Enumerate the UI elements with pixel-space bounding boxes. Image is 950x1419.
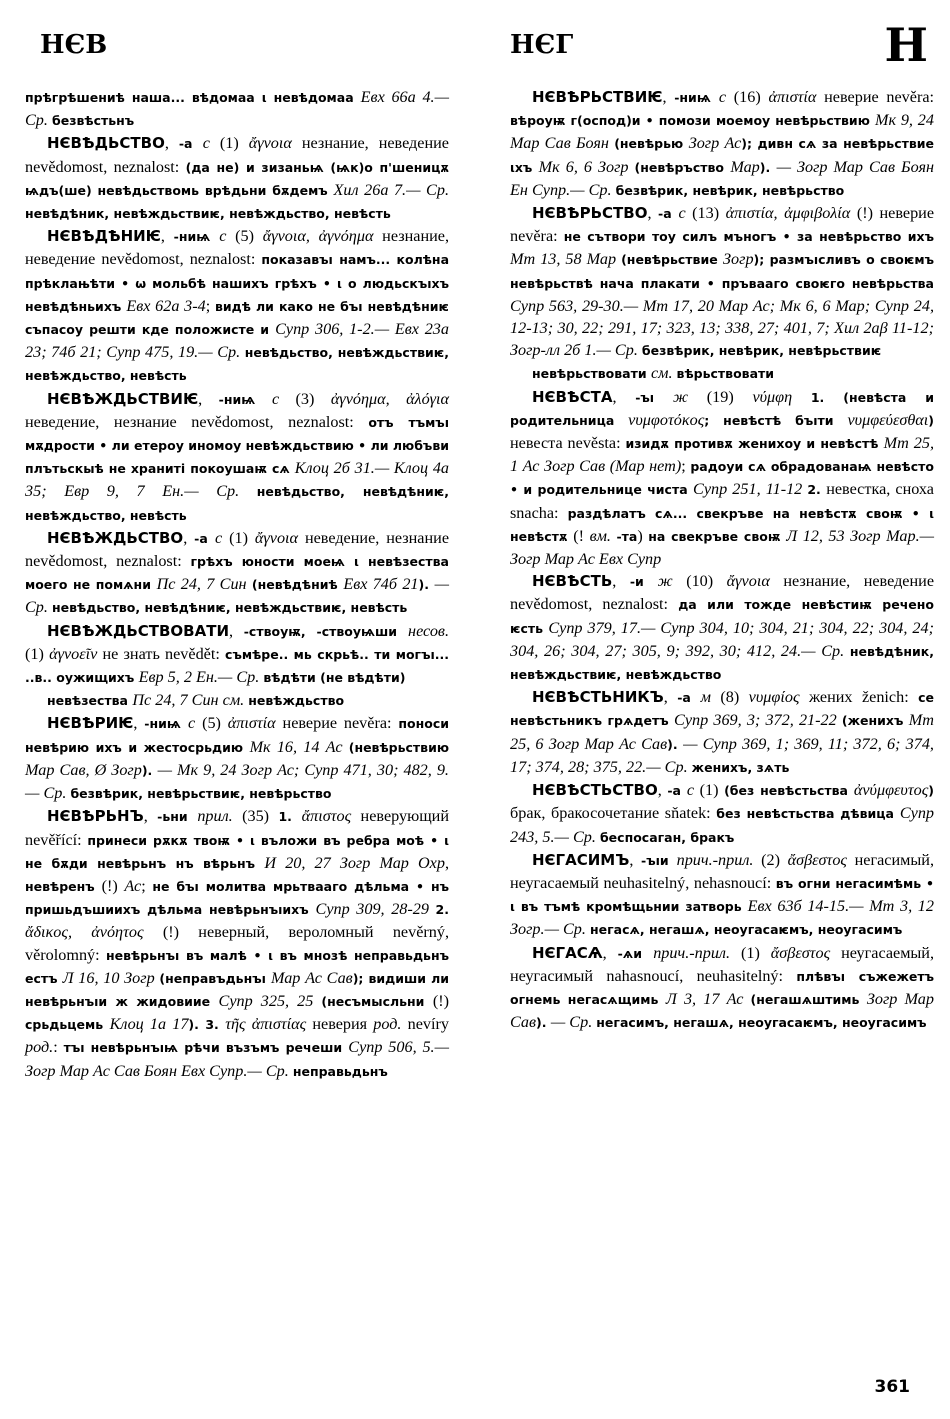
slavonic-text: невѣждьство [248,693,345,709]
slavonic-text: негасѧ, негашѧ, неоугасаѥмъ, неоугасимъ [590,922,903,938]
citation-text: род. [373,1015,408,1034]
slavonic-text: вѣдѣти (не вѣдѣти) [263,670,406,686]
headword: НЄВѢСТА [532,387,613,406]
gloss-text: (5) [202,714,228,733]
citation-text: Ас [124,876,142,895]
citation-text: Супр 379, 17.— Супр 304, 10; 304, 21; 304, 22; 304, 24; 304, 26; 304, 27; 305, 9; 392, 30; 412, 24.— Ср. [510,618,935,660]
headword: НЄГАСИМЪ [532,850,630,869]
slavonic-text: -ьни [157,809,198,825]
dictionary-entry [25,86,449,132]
slavonic-text: -а [677,690,701,706]
citation-text: Л 16, 10 Зогр [62,968,160,987]
headword: НЄВѢЖДЬСТВО [47,528,184,547]
slavonic-text: невѣдѣник, невѣждьствиѥ, невѣждьство, невѣсть [25,206,391,222]
slavonic-text: ). [759,159,777,175]
gloss-text: , [657,781,668,800]
slavonic-text: невѣзества [47,693,133,709]
citation-text: И 20, 27 Зогр Мар Охр [264,853,445,872]
dictionary-entry [510,942,934,1035]
page-number: 361 [874,1377,910,1397]
gloss-text: nevíry [407,1015,449,1034]
slavonic-text: -ъı [635,389,674,405]
slavonic-text: невѣдьство, невѣждьствиѥ, невѣждьство, невѣсть [25,345,449,384]
slavonic-text: -а [667,783,687,799]
citation-text: Л 12, 53 Зогр Мар.— Зогр Мар Ас Евх Супр [510,526,935,569]
citation-text: Супр 309, 28-29 [315,900,436,919]
gloss-text: (2) [761,850,788,869]
gloss-text: , [164,134,179,153]
citation-text: Мар [730,157,760,176]
gloss-text: (1) [25,644,50,663]
dictionary-entry [510,849,934,942]
citation-text: νυμφοτόκος [628,410,705,429]
slavonic-text: ; невѣстѣ бъıти [704,412,848,428]
slavonic-text: 1. (невѣста и родительница [510,389,935,428]
gloss-text: (!) неверный, вероломный nevěrný, věrolomný: [25,923,449,964]
gloss-text: незнание, неведение nevědomost, neznalost: [25,227,450,269]
slavonic-text: видѣ ли како не бъı невѣдѣниѥ съпасоу решти кде положисте и [25,298,449,338]
citation-text: — Супр 369, 1; 369, 11; 372, 6; 374, 17; 374, 28; 375, 22.— Ср. [510,734,934,776]
slavonic-text: беспосаган, бракъ [599,829,735,845]
citation-text: с [271,389,296,408]
slavonic-text: (негашѧштимь [750,991,867,1007]
gloss-text: , [647,204,659,223]
headword: НЄВѢРИѤ [47,714,134,733]
slavonic-text: да или тождe невѣстиѭ речено ѥсть [510,597,934,636]
gloss-text: (1) [229,528,255,547]
citation-text: прил. [197,807,243,826]
citation-text: Евр 5, 2 Ен.— Ср. [138,668,264,687]
citation-text: Пс 24, 7 Син см. [132,691,249,710]
slavonic-text: (невѣдѣниѣ [251,577,344,593]
headword: НЄГАСѦ [532,943,603,962]
citation-text: νύμφη [752,387,811,406]
citation-text: Евх 74б 21 [343,575,419,594]
citation-text: Зогр [723,250,754,269]
slavonic-text: невѣдѣник, невѣждьствиѥ, невѣждьство [510,643,934,683]
slavonic-text: (невѣрьствие [621,252,724,268]
slavonic-text: (невѣрью [614,136,689,152]
citation-text: νυμφεύεσθαι [847,410,929,429]
slavonic-text: 2. [807,482,827,498]
running-head-left: НЄВ [40,30,108,60]
right-column [510,86,934,1034]
citation-text: несов. [408,621,449,640]
slavonic-text: невѣрьнъı въ малѣ • ι въ мнозѣ неправьдьнъ естъ [25,947,449,986]
slavonic-text: се невѣстьникъ грѧдетъ [510,690,935,729]
citation-text: τῆς ἀπιστίας [225,1015,313,1034]
gloss-text: неверия [312,1015,374,1034]
citation-text: ἄγνοια [726,572,784,591]
gloss-text: неверие nevěra: [282,714,399,733]
dictionary-entry [25,132,449,225]
slavonic-text: безвѣрик, невѣрьствиѥ, невѣрьство [70,786,332,802]
citation-text: Зогр Ас [688,134,742,153]
headword: НЄВѢДЬСТВО [47,134,165,153]
headword: НЄВѢЖДЬСТВОВАТИ [47,621,230,640]
slavonic-text: на свекръве своѭ [648,528,787,544]
gloss-text: , [602,943,618,962]
slavonic-text: поноси невѣрию ихъ и жестосрьдию [25,716,450,755]
dictionary-entry [25,388,449,527]
gloss-text: (5) [235,227,263,246]
citation-text: с [188,714,203,733]
citation-text: Супр 306, 1-2.— Евх 23а 23; 74б 21; Супр 475, 19.— Ср. [25,320,449,362]
citation-text: Мар Ас Сав [270,968,353,987]
citation-text: ж [673,387,707,406]
dictionary-entry [25,225,449,387]
gloss-text: , [612,387,636,406]
slavonic-text: женихъ, зѧть [691,759,790,775]
citation-text: Мар Сав, Ø Зогр [25,760,142,779]
gloss-text: (19) [706,387,753,406]
dictionary-entry [510,779,934,849]
slavonic-text: ); [352,970,369,986]
gloss-text: (!) [101,876,125,895]
citation-text: Мк 9, 24 Мар Сав Боян [510,111,934,153]
slavonic-text: безвѣстьнъ [52,113,135,129]
slavonic-text: -ниѩ [674,90,719,105]
citation-text: Л 3, 17 Ас [665,989,751,1008]
slavonic-text: (невѣрьствию [348,739,449,755]
citation-text: ἀνύμφευτος [853,781,929,800]
slavonic-text: раздѣлатъ сѧ... свекръве на невѣстѫ своѭ • ι невѣстѫ [510,505,934,544]
gloss-text: (1) [740,943,771,962]
slavonic-text: вѣроуѭ г(оспод)и • помози моемоу невѣрьствию [510,113,875,129]
section-letter: Н [884,18,928,72]
gloss-text: неведение, незнание nevědomost, neznalost: [25,412,369,431]
gloss-text: неведение, незнание nevědomost, neznalost: [25,528,450,571]
slavonic-text: тъı невѣрьнъıѩ рѣчи възъмъ речеши [63,1040,349,1056]
slavonic-text: ) [928,412,934,428]
slavonic-text: без невѣстьства дѣвица [716,806,900,822]
headword: НЄВѢСТЬНИКЪ [532,688,664,707]
citation-text: м [700,688,721,707]
citation-text: ἄγνοια [248,134,302,153]
slavonic-text: -ъıи [641,852,677,868]
citation-text: Супр 369, 3; 372, 21-22 [674,711,842,730]
citation-text: см. [650,364,677,383]
slavonic-text: 2. [435,902,449,918]
citation-text: вм. [589,526,617,545]
gloss-text: (! [573,526,590,545]
citation-text: Мт 13, 58 Мар [510,250,622,269]
slavonic-text: невѣрьствовати [532,366,651,382]
gloss-text: ; [681,457,691,476]
left-column [25,86,449,1083]
slavonic-text: въ огни негасимѣмь • ι въ тъмѣ кромѣщьнии затворь [510,875,934,915]
slavonic-text: ). 3. [188,1017,226,1033]
citation-text: Мк 6, 6 Зогр [538,157,635,176]
citation-text: Супр 563, 29-30.— Мт 17, 20 Мар Ас; Мк 6, 6 Мар; Супр 24, 12-13; 30, 22; 291, 17; 323, 13; 338, 27; 401, 7; Хил 2аβ 11-12; Зогр-лл 2б 1.— Ср. [510,296,934,360]
gloss-text: , [612,572,630,591]
gloss-text: , [229,621,244,640]
citation-text: ἄσβεστος [770,943,842,962]
headword: НЄВѢРЬСТВО [532,204,648,223]
slavonic-text: безвѣрик, невѣрик, невѣрьство [615,182,845,198]
citation-text: ἄγνοια [254,528,305,547]
headword: НЄВѢРЬНЪ [47,807,144,826]
citation-text: ж [657,572,687,591]
slavonic-text: ); размъıсливъ о своѥмъ невѣрьствѣ нача плакати • пръвааго своѥго невѣрьства [510,252,934,291]
citation-text: Супр 506, 5.— Зогр Мар Ас Сав Боян Евх Супр.— Ср. [25,1038,449,1080]
slavonic-text: прѣгрѣшениѣ наша... вѣдомаа ι невѣдомаа [25,90,361,105]
gloss-text: , [662,88,675,106]
dictionary-entry [25,805,449,1082]
gloss-text: незнание, неведение nevědomost, neznalost: [25,134,449,176]
gloss-text: не знать nevědět: [102,644,226,663]
gloss-text: ) [637,526,649,545]
slavonic-text: ). [141,762,158,778]
citation-text: с [678,204,693,223]
slavonic-text: (без невѣстьства [724,783,854,799]
citation-text: Супр 243, 5.— Ср. [510,804,935,846]
running-head-right: НЄГ [510,30,574,60]
dictionary-entry [510,570,934,686]
dictionary-entry [25,527,449,620]
gloss-text: неугасаемый, неугасимый nahasnoucí, neuhasitelný: [510,943,935,985]
slavonic-text: (неправъдьнъı [159,970,271,986]
citation-text: Мт 25, 1 Ас Зогр Сав (Мар нет) [510,434,934,476]
citation-text: с [219,227,236,246]
citation-text: Супр 251, 11-12 [693,480,808,499]
slavonic-text: грѣхъ юности моеѩ ι невѣзества моего не помѧни [25,554,449,593]
citation-text: с [718,88,734,106]
slavonic-text: вѣрьствовати [676,366,775,382]
gloss-text: (35) [242,807,279,826]
gloss-text: , [663,688,678,707]
citation-text: с [215,528,230,547]
slavonic-text: срьдьцемь [25,1017,110,1033]
gloss-text: (16) [733,88,769,106]
gloss-text: , [629,850,642,869]
gloss-text: (!) [432,991,449,1010]
dictionary-entry [510,86,934,202]
dictionary-entry [510,686,934,779]
slavonic-text: не бъı молитва мрьтвааго дѣльма • нъ пришьдъшиихъ дѣльма невѣрьнъıихъ [25,878,449,918]
citation-text: прич.-прил. [653,943,741,962]
dictionary-entry [510,202,934,362]
headword: НЄВѢЖДЬСТВИѤ [47,389,199,408]
gloss-text: неверующий nevěřící: [25,807,449,849]
dictionary-entry [510,362,934,385]
citation-text: Клоц 2б 31.— Клоц 4а 35; Евр 9, 7 Ен.— Ср. [25,459,450,501]
dictionary-entry [25,712,449,805]
citation-text: νυμφίος [748,688,809,707]
slavonic-text: -и [629,574,658,590]
citation-text: ἀπιστία, ἀμφιβολία [725,204,857,223]
citation-text: ἀπιστία [227,714,283,733]
slavonic-text: -а [658,206,679,222]
slavonic-text: -а [194,530,215,546]
citation-text: Мк 16, 14 Ас [249,737,349,756]
citation-text: ἀγνόημα, ἀλόγια [330,389,450,408]
slavonic-text: -та [616,528,638,544]
slavonic-text: съмѣре.. мь скрьѣ.. ти могъı... ..в.. оужищихъ [25,646,450,686]
slavonic-text: (невѣръство [634,159,731,175]
slavonic-text: -а [178,136,203,152]
citation-text: прич.-прил. [676,850,762,869]
gloss-text: незнание, неведение nevědomost, neznalost: [510,572,934,614]
slavonic-text: ). [536,1015,551,1031]
slavonic-text: ). [667,736,684,752]
slavonic-text: невѣдьство, невѣдѣниѥ, невѣждьствиѥ, невѣсть [52,600,408,616]
slavonic-text: безвѣрик, невѣрик, невѣрьствиѥ [641,343,882,359]
slavonic-text: (женихъ [841,713,909,729]
citation-text: ἀγνοεῖν [49,644,103,663]
citation-text: — Зогр Мар Сав Боян Ен Супр.— Ср. [510,157,935,199]
headword: НЄВѢДѢНИѤ [47,227,161,246]
slavonic-text: невѣдьство, невѣдѣниѥ, невѣждьство, невѣсть [25,484,449,523]
gloss-text: негасимый, неугасаемый neuhasitelný, nehasnoucí: [510,850,934,892]
gloss-text: (!) неверие nevěra: [510,204,935,246]
citation-text: Евх 63б 14-15.— Мт 3, 12 Зогр.— Ср. [510,897,934,939]
slavonic-text: ); дивн сѧ за невѣрьствие ιхъ [510,136,934,175]
slavonic-text: не сътвори тоу силъ мъногъ • за невѣрьство ихъ [563,229,934,245]
slavonic-text: изидѫ противѫ женихоу и невѣстѣ [625,436,884,452]
slavonic-text: 1. [278,809,302,825]
slavonic-text: отъ тъмъı мѫдрости • ли етероу иномоу невѣждьствию • ли любъви плътьскыѣ не храниті покоушаѭ сѧ [25,414,449,477]
citation-text: — Мк 9, 24 Зогр Ас; Супр 471, 30; 482, 9.— Ср. [25,760,449,803]
gloss-text: жених ženich: [808,688,919,707]
citation-text: Мт 25, 6 Зогр Мар Ас Сав [510,711,934,753]
slavonic-text: невѣренъ [25,878,102,894]
citation-text: ἄπιστος [301,807,361,826]
gloss-text: брак, бракосочетание sňatek: [510,804,717,823]
dictionary-entry [25,620,449,690]
headword: НЄВѢСТЬСТВО [532,781,658,800]
gloss-text: , [160,227,174,246]
gloss-text: (1) [219,134,249,153]
citation-text: ἀπιστία [768,88,825,106]
slavonic-text: (несъмысльни [321,993,433,1009]
slavonic-text: показавъı намъ... колѣна прѣклањѣти • ѡ мольбѣ нашихъ грѣхъ • ι о людьскъıхъ невѣдѣньихъ [25,252,450,314]
slavonic-text: ). [418,577,435,593]
slavonic-text: -ниѩ [218,391,272,407]
gloss-text: неверие nevěra: [824,88,935,106]
slavonic-text: (да не) и зизаньѩ (ѩк)о п'шеницѫ ѩдъ(ше) невѣдьствомь врѣдьни бѫдемъ [25,159,450,198]
headword: НЄВѢСТЬ [532,572,613,591]
slavonic-text: плѣвъı съжежетъ огнемь негасѧщимь [510,968,934,1007]
gloss-text: невеста nevěsta: [510,434,626,453]
gloss-text: (3) [295,389,331,408]
gloss-text: , [198,389,219,408]
citation-text: род. [25,1038,54,1057]
slavonic-text: неправьдьнъ [292,1063,388,1079]
gloss-text: : [53,1038,64,1057]
citation-text: Зогр Мар Сав [510,989,934,1032]
dictionary-entry [25,689,449,712]
citation-text: — Ср. [25,575,449,617]
citation-text: Евх 62а 3-4 [126,296,206,315]
slavonic-text: -ѧи [617,945,654,961]
gloss-text: (8) [720,688,749,707]
gloss-text: (10) [686,572,727,591]
citation-text: — Ср. [550,1013,597,1032]
citation-text: ἄγνοια, ἀγνόημα [262,227,383,246]
citation-text: с [686,781,700,800]
gloss-text: , [183,528,195,547]
citation-text: Клоц 1а 17 [109,1015,189,1034]
slavonic-text: -ниѩ [173,229,220,245]
citation-text: Супр 325, 25 [218,991,322,1010]
gloss-text: , [444,853,449,872]
gloss-text: ; [141,876,153,895]
slavonic-text: негасимъ, негашѧ, неоугасаѥмъ, неоугасимъ [596,1015,927,1031]
slavonic-text: принеси рѫкѫ твоѭ • ι въложи въ ребра моѣ • ι не бѫди невѣрьнъ нъ вѣрьнъ [25,832,449,871]
gloss-text: невестка, сноха snacha: [510,480,934,522]
slavonic-text: ) [928,783,935,799]
gloss-text: (1) [699,781,725,800]
citation-text: Хил 26а 7.— Ср. [333,180,449,199]
headword: НЄВѢРЬСТВИѤ [532,88,663,106]
citation-text: с [202,134,220,153]
slavonic-text: видиши ли невѣрьнъıи ж жидовиие [25,970,449,1009]
gloss-text: ; [205,296,215,315]
slavonic-text: -ниѩ [144,716,189,732]
gloss-text: (13) [692,204,726,223]
slavonic-text: радоуи сѧ обрадованаѩ невѣсто • и родительнице чиста [510,459,934,498]
gloss-text: , [143,807,158,826]
citation-text: ἄδικος, ἀνόητος [25,923,163,942]
citation-text: Евх 66а 4.— Ср. [25,88,449,130]
citation-text: ἄσβεστος [787,850,855,869]
dictionary-entry [510,386,934,571]
slavonic-text: -ствоуѭ, -ствоуѩши [243,623,409,639]
gloss-text: , [133,714,145,733]
citation-text: Пс 24, 7 Син [156,575,252,594]
